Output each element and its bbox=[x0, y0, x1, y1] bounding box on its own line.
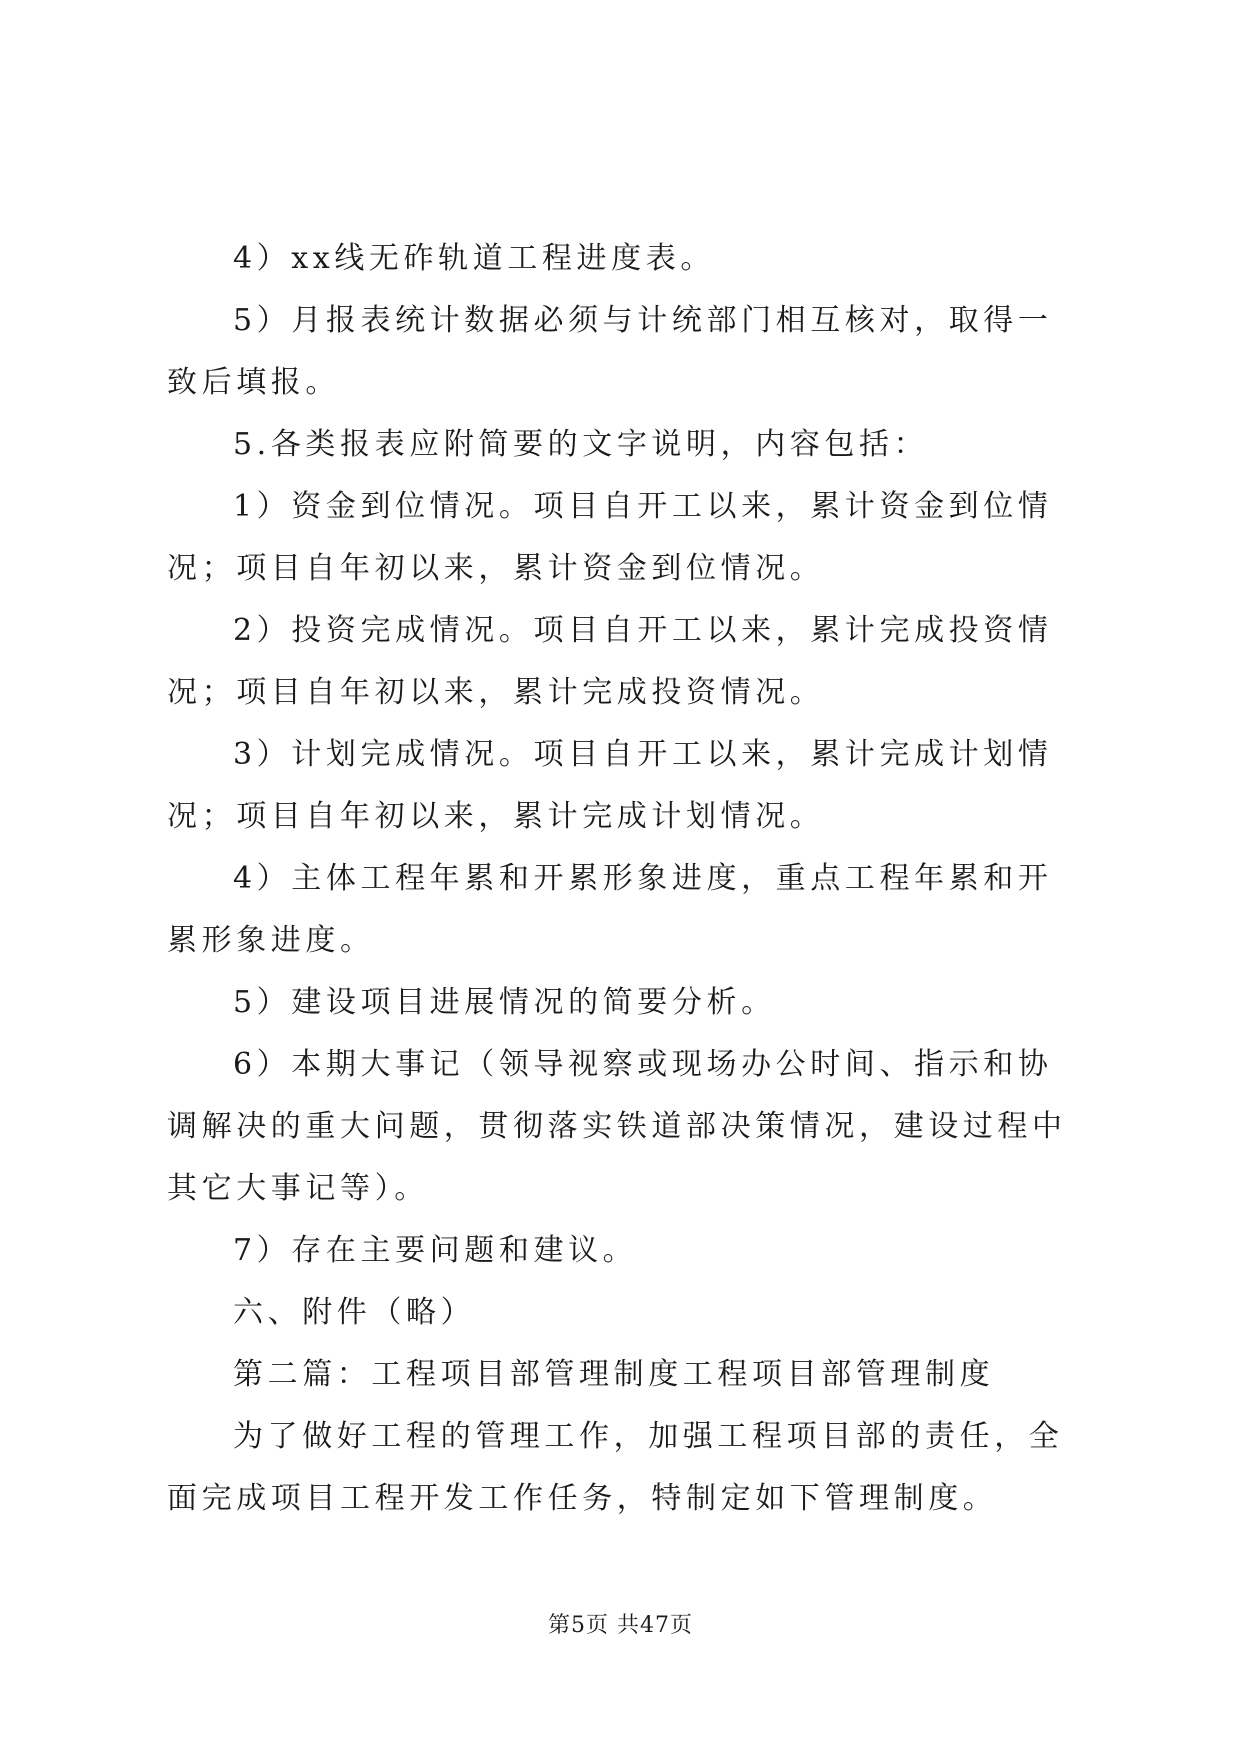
paragraph: 5）建设项目进展情况的简要分析。 bbox=[233, 985, 776, 1020]
paragraph: 为了做好工程的管理工作，加强工程项目部的责任，全面完成项目工程开发工作任务，特制定如下管理制度。 bbox=[167, 1419, 1064, 1516]
section-heading: 六、附件（略） bbox=[233, 1295, 476, 1330]
paragraph: 4）xx线无砟轨道工程进度表。 bbox=[233, 241, 715, 276]
document-body bbox=[167, 228, 1082, 1530]
paragraph: 2）投资完成情况。项目自开工以来，累计完成投资情况；项目自年初以来，累计完成投资情况。 bbox=[167, 613, 1053, 710]
paragraph: 6）本期大事记（领导视察或现场办公时间、指示和协调解决的重大问题，贯彻落实铁道部决策情况，建设过程中其它大事记等）。 bbox=[167, 1047, 1067, 1206]
paragraph: 5.各类报表应附简要的文字说明，内容包括： bbox=[233, 427, 929, 462]
page-number-footer: 第5页 共47页 bbox=[548, 1613, 693, 1638]
paragraph: 1）资金到位情况。项目自开工以来，累计资金到位情况；项目自年初以来，累计资金到位情况。 bbox=[167, 489, 1053, 586]
chapter-heading: 第二篇：工程项目部管理制度工程项目部管理制度 bbox=[233, 1357, 995, 1392]
paragraph: 4）主体工程年累和开累形象进度，重点工程年累和开累形象进度。 bbox=[167, 861, 1053, 958]
paragraph: 5）月报表统计数据必须与计统部门相互核对，取得一致后填报。 bbox=[167, 303, 1053, 400]
paragraph: 3）计划完成情况。项目自开工以来，累计完成计划情况；项目自年初以来，累计完成计划情况。 bbox=[167, 737, 1053, 834]
paragraph: 7）存在主要问题和建议。 bbox=[233, 1233, 638, 1268]
